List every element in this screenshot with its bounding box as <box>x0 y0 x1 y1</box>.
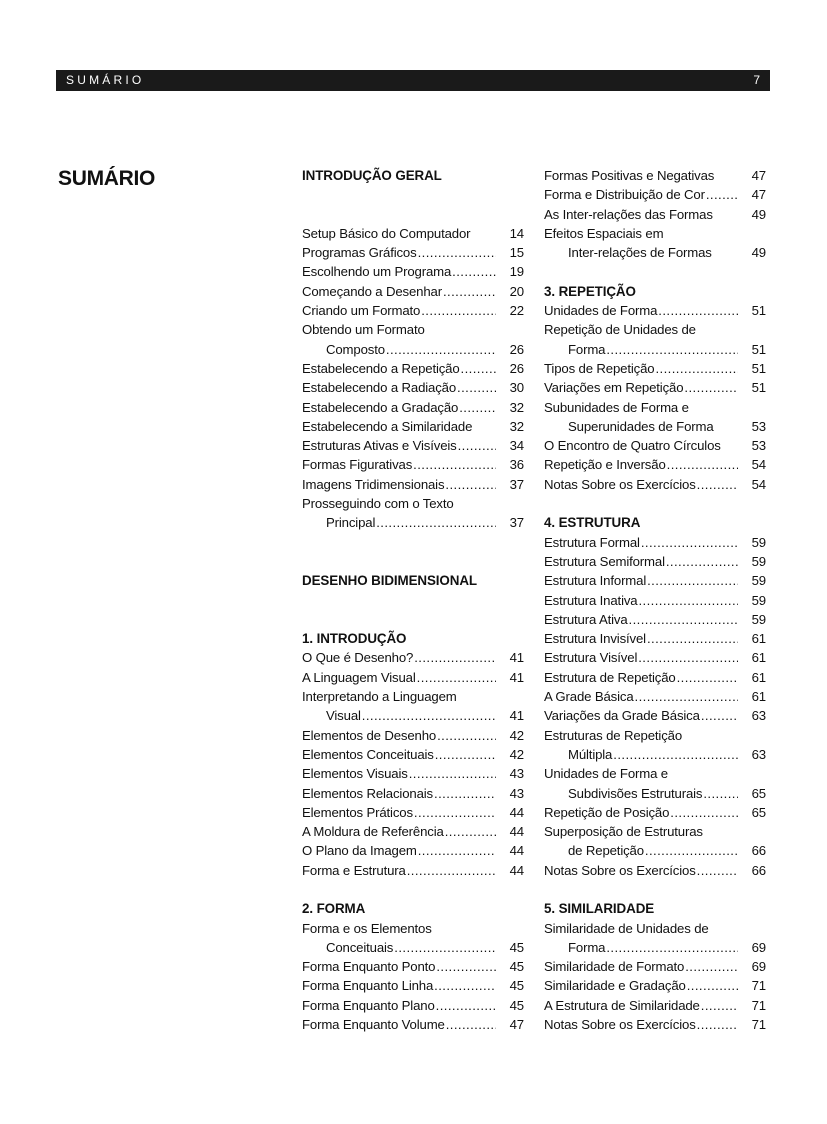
toc-entry[interactable] <box>544 224 766 243</box>
toc-entry-label: Repetição de Posição <box>544 804 670 820</box>
toc-entry-label: Estabelecendo a Gradação <box>302 399 459 415</box>
toc-entry-page: 26 <box>509 341 524 357</box>
toc-entry[interactable] <box>544 629 766 648</box>
toc-entry-label: Superunidades de Forma <box>568 418 714 434</box>
toc-entry[interactable] <box>302 262 524 281</box>
dot-leader <box>376 513 496 532</box>
spacer <box>302 591 524 610</box>
toc-entry-page: 71 <box>751 978 766 994</box>
toc-entry-label: Elementos de Desenho <box>302 727 437 743</box>
dot-leader <box>445 822 496 841</box>
toc-entry-label: Conceituais <box>326 939 394 955</box>
dot-leader <box>434 976 496 995</box>
spacer <box>544 880 766 899</box>
toc-entry-label: Forma Enquanto Ponto <box>302 959 436 975</box>
section-heading: 5. SIMILARIDADE <box>544 901 655 917</box>
spacer <box>302 552 524 571</box>
toc-entry-label: Forma e Distribuição de Cor <box>544 187 705 203</box>
toc-entry-label: Estrutura Inativa <box>544 592 638 608</box>
toc-entry-label: Formas Positivas e Negativas <box>544 168 715 183</box>
toc-entry-page: 44 <box>509 862 524 878</box>
toc-entry-label: Notas Sobre os Exercícios <box>544 476 696 492</box>
dot-leader <box>641 533 738 552</box>
dot-leader <box>677 668 738 687</box>
toc-entry-page: 66 <box>751 862 766 878</box>
toc-entry[interactable] <box>544 687 766 706</box>
dot-leader <box>606 340 738 359</box>
toc-entry-page: 45 <box>509 997 524 1013</box>
dot-leader <box>414 803 496 822</box>
toc-entry-label: Estabelecendo a Similaridade <box>302 418 473 434</box>
toc-entry-label: Inter-relações de Formas <box>568 245 712 261</box>
toc-entry-page: 42 <box>509 727 524 743</box>
toc-entry-label: Forma <box>568 939 606 955</box>
toc-entry[interactable] <box>302 938 524 957</box>
toc-entry[interactable] <box>302 822 524 841</box>
dot-leader <box>613 745 738 764</box>
toc-entry-page: 45 <box>509 939 524 955</box>
dot-leader <box>684 378 738 397</box>
dot-leader <box>437 726 496 745</box>
toc-entry-label: Similaridade de Unidades de <box>544 920 709 936</box>
toc-entry-page: 54 <box>751 457 766 473</box>
toc-entry[interactable] <box>544 533 766 552</box>
toc-entry-label: Prosseguindo com o Texto <box>302 496 454 512</box>
toc-entry[interactable] <box>302 417 524 436</box>
dot-leader <box>667 455 738 474</box>
toc-entry[interactable] <box>544 320 766 339</box>
dot-leader <box>645 841 738 860</box>
toc-entry-page: 37 <box>509 476 524 492</box>
toc-entry[interactable] <box>302 398 524 417</box>
toc-entry-label: Composto <box>326 341 385 357</box>
toc-entry-page: 20 <box>509 283 524 299</box>
dot-leader <box>434 784 496 803</box>
toc-entry[interactable] <box>544 455 766 474</box>
toc-entry[interactable] <box>302 243 524 262</box>
toc-entry[interactable] <box>302 301 524 320</box>
toc-entry-label: Elementos Visuais <box>302 766 408 782</box>
dot-leader <box>658 301 738 320</box>
toc-entry-page: 59 <box>751 611 766 627</box>
dot-leader <box>638 591 738 610</box>
toc-entry-page: 51 <box>751 341 766 357</box>
toc-entry[interactable] <box>302 841 524 860</box>
toc-entry-label: Visual <box>326 708 361 724</box>
dot-leader <box>446 1015 496 1034</box>
toc-entry-page: 61 <box>751 689 766 705</box>
toc-entry-page: 42 <box>509 746 524 762</box>
dot-leader <box>435 745 496 764</box>
toc-entry[interactable] <box>544 185 766 204</box>
toc-entry-label: Similaridade de Formato <box>544 959 685 975</box>
toc-entry-label: Estrutura Informal <box>544 573 647 589</box>
toc-entry-label: Elementos Relacionais <box>302 785 433 801</box>
toc-entry-label: Estrutura Semiformal <box>544 553 665 569</box>
toc-entry-page: 44 <box>509 824 524 840</box>
toc-column-1 <box>302 166 524 1034</box>
toc-entry-page: 44 <box>509 804 524 820</box>
toc-entry-page: 53 <box>751 438 766 454</box>
page-number: 7 <box>753 73 760 87</box>
toc-entry-page: 51 <box>751 360 766 376</box>
toc-entry[interactable] <box>544 1015 766 1034</box>
toc-entry[interactable] <box>302 494 524 513</box>
dot-leader <box>418 243 496 262</box>
toc-entry-page: 22 <box>509 303 524 319</box>
toc-entry[interactable] <box>544 919 766 938</box>
toc-entry-label: O Encontro de Quatro Círculos <box>544 438 721 454</box>
toc-entry-page: 45 <box>509 978 524 994</box>
toc-entry-page: 51 <box>751 380 766 396</box>
toc-entry-page: 59 <box>751 573 766 589</box>
toc-entry-page: 61 <box>751 669 766 685</box>
toc-entry[interactable] <box>544 436 766 455</box>
toc-entry-label: Subunidades de Forma e <box>544 399 689 415</box>
toc-entry[interactable] <box>544 205 766 224</box>
toc-entry-label: Variações da Grade Básica <box>544 708 700 724</box>
running-header <box>56 70 770 91</box>
toc-entry[interactable] <box>544 591 766 610</box>
dot-leader <box>655 359 738 378</box>
section-heading: 1. INTRODUÇÃO <box>302 631 407 647</box>
toc-entry[interactable] <box>544 571 766 590</box>
dot-leader <box>461 359 496 378</box>
toc-entry[interactable] <box>302 378 524 397</box>
toc-entry[interactable] <box>302 706 524 725</box>
toc-entry[interactable] <box>302 340 524 359</box>
toc-entry-label: Forma Enquanto Linha <box>302 978 434 994</box>
toc-entry-label: A Estrutura de Similaridade <box>544 997 700 1013</box>
dot-leader <box>409 764 496 783</box>
section-heading: 4. ESTRUTURA <box>544 515 641 531</box>
spacer <box>302 533 524 552</box>
toc-entry-page: 69 <box>751 959 766 975</box>
toc-entry-page: 65 <box>751 804 766 820</box>
dot-leader <box>701 996 738 1015</box>
toc-entry[interactable] <box>302 919 524 938</box>
dot-leader <box>697 475 738 494</box>
toc-entry[interactable] <box>302 436 524 455</box>
toc-entry-page: 41 <box>509 669 524 685</box>
toc-entry-label: Criando um Formato <box>302 303 421 319</box>
toc-entry[interactable] <box>302 861 524 880</box>
toc-entry[interactable] <box>544 668 766 687</box>
toc-entry-label: Estruturas de Repetição <box>544 727 683 743</box>
toc-entry[interactable] <box>544 861 766 880</box>
toc-entry[interactable] <box>302 687 524 706</box>
toc-entry[interactable] <box>302 745 524 764</box>
spacer <box>302 610 524 629</box>
dot-leader <box>458 436 496 455</box>
dot-leader <box>701 706 738 725</box>
toc-entry[interactable] <box>544 745 766 764</box>
spacer <box>302 185 524 204</box>
toc-entry[interactable] <box>544 398 766 417</box>
toc-entry-label: O Que é Desenho? <box>302 650 414 666</box>
toc-entry-label: A Grade Básica <box>544 689 634 705</box>
toc-entry[interactable] <box>544 764 766 783</box>
toc-entry-label: Formas Figurativas <box>302 457 413 473</box>
toc-entry[interactable] <box>544 648 766 667</box>
toc-entry-label: Estrutura Invisível <box>544 631 646 647</box>
toc-entry-page: 49 <box>751 245 766 261</box>
toc-entry[interactable] <box>302 648 524 667</box>
toc-entry[interactable] <box>544 552 766 571</box>
toc-entry[interactable] <box>544 610 766 629</box>
toc-entry-page: 51 <box>751 303 766 319</box>
toc-entry-page: 47 <box>751 168 766 183</box>
dot-leader <box>421 301 496 320</box>
dot-leader <box>436 957 496 976</box>
dot-leader <box>629 610 738 629</box>
toc-entry[interactable] <box>302 803 524 822</box>
toc-entry-label: As Inter-relações das Formas <box>544 206 713 222</box>
toc-entry-page: 41 <box>509 708 524 724</box>
toc-entry-label: Estabelecendo a Repetição <box>302 360 460 376</box>
toc-entry-label: de Repetição <box>568 843 644 859</box>
toc-entry-label: Elementos Práticos <box>302 804 413 820</box>
toc-entry[interactable] <box>544 726 766 745</box>
toc-entry[interactable] <box>544 803 766 822</box>
toc-entry-label: Estrutura Visível <box>544 650 638 666</box>
toc-entry-label: Escolhendo um Programa <box>302 264 452 280</box>
section-heading: INTRODUÇÃO GERAL <box>302 168 442 183</box>
toc-entry[interactable] <box>544 976 766 995</box>
toc-entry[interactable] <box>544 822 766 841</box>
toc-entry[interactable] <box>544 243 766 262</box>
toc-entry-label: Múltipla <box>568 746 613 762</box>
dot-leader <box>445 475 496 494</box>
toc-entry-label: Notas Sobre os Exercícios <box>544 862 696 878</box>
dot-leader <box>638 648 738 667</box>
toc-entry-label: Forma <box>568 341 606 357</box>
section-heading: 2. FORMA <box>302 901 366 917</box>
spacer <box>302 205 524 224</box>
toc-entry-label: Estrutura Ativa <box>544 611 628 627</box>
toc-entry-page: 69 <box>751 939 766 955</box>
toc-entry-page: 63 <box>751 746 766 762</box>
toc-entry-page: 41 <box>509 650 524 666</box>
dot-leader <box>418 841 496 860</box>
toc-entry-label: O Plano da Imagem <box>302 843 417 859</box>
page-title: SUMÁRIO <box>58 167 156 190</box>
toc-entry-page: 26 <box>509 360 524 376</box>
toc-entry[interactable] <box>544 841 766 860</box>
toc-entry-page: 71 <box>751 1017 766 1033</box>
toc-entry-label: Imagens Tridimensionais <box>302 476 445 492</box>
toc-entry-page: 61 <box>751 631 766 647</box>
dot-leader <box>407 861 496 880</box>
dot-leader <box>436 996 496 1015</box>
toc-entry-label: Repetição e Inversão <box>544 457 666 473</box>
toc-entry-page: 71 <box>751 997 766 1013</box>
toc-entry-page: 54 <box>751 476 766 492</box>
toc-entry[interactable] <box>544 340 766 359</box>
toc-entry[interactable] <box>544 938 766 957</box>
toc-entry[interactable] <box>544 996 766 1015</box>
toc-entry-label: Estrutura de Repetição <box>544 669 676 685</box>
dot-leader <box>417 668 496 687</box>
dot-leader <box>386 340 496 359</box>
toc-entry[interactable] <box>302 996 524 1015</box>
toc-entry-page: 32 <box>509 399 524 415</box>
dot-leader <box>362 706 496 725</box>
dot-leader <box>413 455 496 474</box>
dot-leader <box>706 185 738 204</box>
toc-entry-label: Começando a Desenhar <box>302 283 442 299</box>
toc-entry-page: 15 <box>509 245 524 261</box>
toc-entry[interactable] <box>544 957 766 976</box>
toc-entry-page: 49 <box>751 206 766 222</box>
toc-entry-page: 66 <box>751 843 766 859</box>
toc-entry[interactable] <box>544 166 766 185</box>
dot-leader <box>647 629 738 648</box>
toc-entry-label: Elementos Conceituais <box>302 746 434 762</box>
toc-entry[interactable] <box>302 764 524 783</box>
toc-entry-page: 43 <box>509 785 524 801</box>
dot-leader <box>647 571 738 590</box>
toc-entry[interactable] <box>544 784 766 803</box>
dot-leader <box>687 976 738 995</box>
toc-entry[interactable] <box>302 976 524 995</box>
toc-entry-page: 36 <box>509 457 524 473</box>
running-header-title: SUMÁRIO <box>66 73 145 87</box>
toc-entry-label: Notas Sobre os Exercícios <box>544 1017 696 1033</box>
toc-entry-label: Tipos de Repetição <box>544 360 655 376</box>
toc-entry[interactable] <box>544 378 766 397</box>
toc-entry-label: Unidades de Forma <box>544 303 658 319</box>
toc-entry-page: 45 <box>509 959 524 975</box>
toc-entry[interactable] <box>302 668 524 687</box>
dot-leader <box>685 957 738 976</box>
spacer <box>544 262 766 281</box>
toc-entry-page: 43 <box>509 766 524 782</box>
toc-entry-label: A Moldura de Referência <box>302 824 444 840</box>
section-heading: DESENHO BIDIMENSIONAL <box>302 573 477 589</box>
toc-entry-page: 59 <box>751 553 766 569</box>
dot-leader <box>443 282 496 301</box>
toc-entry[interactable] <box>302 513 524 532</box>
toc-entry-label: Estrutura Formal <box>544 534 640 550</box>
toc-entry[interactable] <box>302 359 524 378</box>
toc-entry-page: 37 <box>509 515 524 531</box>
toc-entry[interactable] <box>302 475 524 494</box>
dot-leader <box>697 861 738 880</box>
toc-entry[interactable] <box>544 359 766 378</box>
toc-entry-label: Estabelecendo a Radiação <box>302 380 457 396</box>
toc-entry-label: Obtendo um Formato <box>302 322 425 338</box>
toc-entry-label: Superposição de Estruturas <box>544 824 703 840</box>
dot-leader <box>697 1015 738 1034</box>
toc-entry[interactable] <box>302 784 524 803</box>
toc-entry-page: 61 <box>751 650 766 666</box>
toc-entry-page: 47 <box>509 1017 524 1033</box>
toc-entry-label: Principal <box>326 515 376 531</box>
dot-leader <box>394 938 496 957</box>
toc-entry-page: 47 <box>751 187 766 203</box>
toc-entry-page: 14 <box>509 225 524 241</box>
toc-entry-label: Setup Básico do Computador <box>302 225 471 241</box>
toc-entry-page: 63 <box>751 708 766 724</box>
spacer <box>544 494 766 513</box>
dot-leader <box>414 648 496 667</box>
toc-column-2 <box>544 166 766 1034</box>
dot-leader <box>457 378 496 397</box>
toc-entry-label: Interpretando a Linguagem <box>302 689 457 705</box>
toc-entry-label: Forma Enquanto Volume <box>302 1017 445 1033</box>
toc-entry-label: Repetição de Unidades de <box>544 322 696 338</box>
toc-entry-label: Forma e os Elementos <box>302 920 432 936</box>
dot-leader <box>670 803 738 822</box>
dot-leader <box>666 552 738 571</box>
toc-entry-page: 53 <box>751 418 766 434</box>
section-heading: 3. REPETIÇÃO <box>544 283 636 299</box>
dot-leader <box>459 398 496 417</box>
toc-entry-page: 44 <box>509 843 524 859</box>
toc-entry[interactable] <box>302 957 524 976</box>
toc-entry-page: 19 <box>509 264 524 280</box>
dot-leader <box>635 687 738 706</box>
toc-entry[interactable] <box>302 320 524 339</box>
toc-entry-label: Forma Enquanto Plano <box>302 997 435 1013</box>
toc-entry-label: Forma e Estrutura <box>302 862 406 878</box>
toc-entry-label: A Linguagem Visual <box>302 669 416 685</box>
toc-entry[interactable] <box>544 417 766 436</box>
dot-leader <box>703 784 738 803</box>
toc-entry-label: Efeitos Espaciais em <box>544 225 664 241</box>
toc-entry-label: Similaridade e Gradação <box>544 978 686 994</box>
toc-entry[interactable] <box>302 726 524 745</box>
toc-entry-page: 34 <box>509 438 524 454</box>
toc-entry[interactable] <box>302 1015 524 1034</box>
toc-entry[interactable] <box>544 706 766 725</box>
toc-entry-label: Variações em Repetição <box>544 380 684 396</box>
toc-entry-page: 30 <box>509 380 524 396</box>
toc-entry[interactable] <box>544 301 766 320</box>
toc-entry-label: Programas Gráficos <box>302 245 417 261</box>
toc-entry[interactable] <box>302 455 524 474</box>
toc-entry[interactable] <box>302 282 524 301</box>
toc-entry-page: 32 <box>509 418 524 434</box>
toc-entry-label: Estruturas Ativas e Visíveis <box>302 438 457 454</box>
toc-entry-label: Unidades de Forma e <box>544 766 668 782</box>
dot-leader <box>606 938 738 957</box>
dot-leader <box>452 262 496 281</box>
toc-entry[interactable] <box>544 475 766 494</box>
toc-entry-page: 65 <box>751 785 766 801</box>
toc-entry-page: 59 <box>751 534 766 550</box>
toc-entry-label: Subdivisões Estruturais <box>568 785 703 801</box>
toc-entry-page: 59 <box>751 592 766 608</box>
spacer <box>302 880 524 899</box>
toc-entry[interactable] <box>302 224 524 243</box>
